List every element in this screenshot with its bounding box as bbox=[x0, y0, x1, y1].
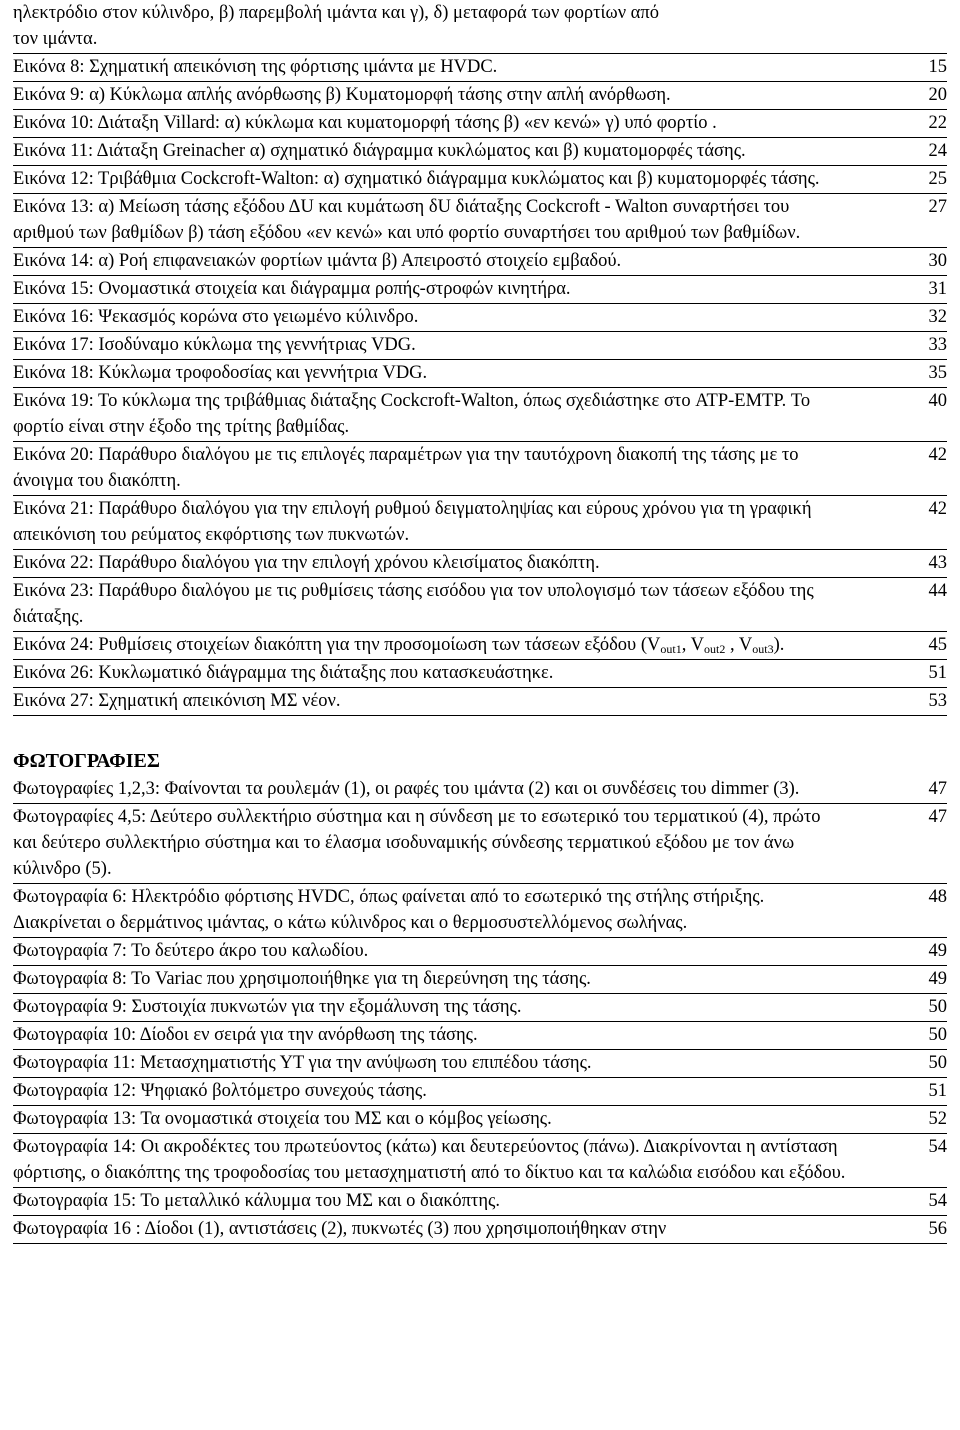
toc-entry-figure[interactable] bbox=[13, 166, 947, 194]
toc-entry-page: 53 bbox=[928, 691, 947, 711]
list-of-figures-page bbox=[13, 0, 947, 1244]
toc-entry-text: Φωτογραφία 11: Μετασχηματιστής ΥΤ για την ανύψωση του επιπέδου τάσης. bbox=[13, 1053, 592, 1073]
toc-entry-text: Εικόνα 14: α) Ροή επιφανειακών φορτίων ιμάντα β) Απειροστό στοιχείο εμβαδού. bbox=[13, 251, 622, 271]
toc-entry-figure[interactable] bbox=[13, 688, 947, 716]
toc-entry-figure[interactable] bbox=[13, 496, 947, 550]
toc-entry-text: Εικόνα 18: Κύκλωμα τροφοδοσίας και γεννήτρια VDG. bbox=[13, 363, 428, 383]
toc-entry-photo[interactable] bbox=[13, 1216, 947, 1244]
figures-after-list bbox=[13, 660, 947, 716]
toc-entry-page: 32 bbox=[928, 307, 947, 327]
toc-entry-figure[interactable] bbox=[13, 276, 947, 304]
toc-entry-text: Εικόνα 21: Παράθυρο διαλόγου για την επιλογή ρυθμού δειγματοληψίας και εύρους χρόνου για τη γραφική απεικόνιση του ρεύματος εκφόρτισης των πυκνωτών. bbox=[13, 499, 812, 545]
toc-entry-figure[interactable] bbox=[13, 442, 947, 496]
photos-section-title: ΦΩΤΟΓΡΑΦΙΕΣ bbox=[13, 750, 160, 772]
figures-list bbox=[13, 54, 947, 632]
toc-entry-figure[interactable] bbox=[13, 304, 947, 332]
toc-entry-text: Φωτογραφία 9: Συστοιχία πυκνωτών για την εξομάλυνση της τάσης. bbox=[13, 997, 522, 1017]
toc-entry-photo[interactable] bbox=[13, 776, 947, 804]
toc-entry-figure[interactable] bbox=[13, 360, 947, 388]
toc-entry-page: 47 bbox=[928, 779, 947, 799]
toc-entry-text: Φωτογραφία 14: Οι ακροδέκτες του πρωτεύοντος (κάτω) και δευτερεύοντος (πάνω). Διακρίνονται η αντίσταση φόρτισης, ο διακόπτης της τροφοδοσίας του μετασχηματιστή από το δίκτυο και τα καλώδια εισόδου και εξόδου. bbox=[13, 1137, 846, 1183]
toc-entry-page: 33 bbox=[928, 335, 947, 355]
toc-entry-photo[interactable] bbox=[13, 1050, 947, 1078]
continuation-line-2: τον ιμάντα. bbox=[13, 29, 98, 49]
toc-entry-continuation bbox=[13, 0, 947, 54]
toc-entry-page: 42 bbox=[928, 499, 947, 519]
toc-entry-text: Φωτογραφίες 1,2,3: Φαίνονται τα ρουλεμάν (1), οι ραφές του ιμάντα (2) και οι συνδέσεις του dimmer (3). bbox=[13, 779, 800, 799]
toc-entry-text: Εικόνα 27: Σχηματική απεικόνιση ΜΣ νέον. bbox=[13, 691, 341, 711]
toc-entry-page: 40 bbox=[928, 391, 947, 411]
toc-entry-figure[interactable] bbox=[13, 82, 947, 110]
toc-entry-text: Εικόνα 22: Παράθυρο διαλόγου για την επιλογή χρόνου κλεισίματος διακόπτη. bbox=[13, 553, 600, 573]
toc-entry-text: Φωτογραφία 13: Τα ονομαστικά στοιχεία του ΜΣ και ο κόμβος γείωσης. bbox=[13, 1109, 552, 1129]
toc-entry-photo[interactable] bbox=[13, 1078, 947, 1106]
toc-entry-photo[interactable] bbox=[13, 884, 947, 938]
toc-entry-page: 27 bbox=[928, 197, 947, 217]
toc-entry-page: 31 bbox=[928, 279, 947, 299]
toc-entry-photo[interactable] bbox=[13, 938, 947, 966]
toc-entry-page: 54 bbox=[928, 1137, 947, 1157]
toc-entry-text: Εικόνα 8: Σχηματική απεικόνιση της φόρτισης ιμάντα με HVDC. bbox=[13, 57, 498, 77]
toc-entry-text: Φωτογραφία 7: Το δεύτερο άκρο του καλωδίου. bbox=[13, 941, 369, 961]
toc-entry-photo[interactable] bbox=[13, 1022, 947, 1050]
toc-entry-page: 51 bbox=[928, 1081, 947, 1101]
toc-entry-figure-24[interactable]: Εικόνα 24: Ρυθμίσεις στοιχείων διακόπτη για την προσομοίωση των τάσεων εξόδου (Vout1, Vout2 , Vout3). 45 bbox=[13, 632, 947, 660]
toc-entry-text: Εικόνα 10: Διάταξη Villard: α) κύκλωμα και κυματομορφή τάσης β) «εν κενώ» γ) υπό φορτίο . bbox=[13, 113, 717, 133]
toc-entry-page: 35 bbox=[928, 363, 947, 383]
toc-entry-photo[interactable] bbox=[13, 1134, 947, 1188]
toc-entry-text: Εικόνα 19: Το κύκλωμα της τριβάθμιας διάταξης Cockcroft-Walton, όπως σχεδιάστηκε στο ATP-EMTP. Το φορτίο είναι στην έξοδο της τρίτης βαθμίδας. bbox=[13, 391, 811, 437]
toc-entry-figure[interactable] bbox=[13, 660, 947, 688]
toc-entry-figure[interactable] bbox=[13, 388, 947, 442]
toc-entry-figure[interactable] bbox=[13, 578, 947, 632]
toc-entry-text: Εικόνα 20: Παράθυρο διαλόγου με τις επιλογές παραμέτρων για την ταυτόχρονη διακοπή της τάσης με το άνοιγμα του διακόπτη. bbox=[13, 445, 799, 491]
toc-entry-page: 49 bbox=[928, 941, 947, 961]
toc-entry-figure[interactable] bbox=[13, 550, 947, 578]
toc-entry-figure[interactable] bbox=[13, 332, 947, 360]
toc-entry-photo[interactable] bbox=[13, 1106, 947, 1134]
toc-entry-page: 24 bbox=[928, 141, 947, 161]
toc-entry-page: 22 bbox=[928, 113, 947, 133]
toc-entry-figure[interactable] bbox=[13, 54, 947, 82]
toc-entry-page: 56 bbox=[928, 1219, 947, 1239]
toc-entry-text: Φωτογραφία 10: Δίοδοι εν σειρά για την ανόρθωση της τάσης. bbox=[13, 1025, 478, 1045]
toc-entry-page: 49 bbox=[928, 969, 947, 989]
toc-entry-page: 43 bbox=[928, 553, 947, 573]
toc-entry-page: 15 bbox=[928, 57, 947, 77]
toc-entry-figure[interactable] bbox=[13, 194, 947, 248]
toc-entry-page: 44 bbox=[928, 581, 947, 601]
toc-entry-page: 42 bbox=[928, 445, 947, 465]
toc-entry-text: Φωτογραφία 6: Ηλεκτρόδιο φόρτισης HVDC, όπως φαίνεται από το εσωτερικό της στήλης στήριξης. Διακρίνεται ο δερμάτινος ιμάντας, ο κάτω κύλινδρος και ο θερμοσυστελλόμενος σωλήνας. bbox=[13, 887, 765, 933]
toc-entry-page: 30 bbox=[928, 251, 947, 271]
toc-entry-page: 45 bbox=[928, 635, 947, 655]
photos-list bbox=[13, 776, 947, 1244]
toc-entry-photo[interactable] bbox=[13, 994, 947, 1022]
toc-entry-text: Φωτογραφίες 4,5: Δεύτερο συλλεκτήριο σύστημα και η σύνδεση με το εσωτερικό του τερματικού (4), πρώτο και δεύτερο συλλεκτήριο σύστημα και το έλασμα ισοδυναμικής σύνδεσης τερματικού εξόδου με τον άνω κύλινδρο (5). bbox=[13, 807, 821, 879]
toc-entry-page: 52 bbox=[928, 1109, 947, 1129]
toc-entry-text: Εικόνα 26: Κυκλωματικό διάγραμμα της διάταξης που κατασκευάστηκε. bbox=[13, 663, 554, 683]
toc-entry-text: Εικόνα 13: α) Μείωση τάσης εξόδου ΔU και κυμάτωση δU διάταξης Cockcroft - Walton συναρτήσει του αριθμού των βαθμίδων β) τάση εξόδου «εν κενώ» και υπό φορτίο συναρτήσει του αριθμού των βαθμίδων. bbox=[13, 197, 801, 243]
toc-entry-text: Εικόνα 9: α) Κύκλωμα απλής ανόρθωσης β) Κυματομορφή τάσης στην απλή ανόρθωση. bbox=[13, 85, 671, 105]
toc-entry-page: 48 bbox=[928, 887, 947, 907]
toc-entry-text: Εικόνα 12: Τριβάθμια Cockcroft-Walton: α) σχηματικό διάγραμμα κυκλώματος και β) κυματομορφές τάσης. bbox=[13, 169, 820, 189]
toc-entry-text: Εικόνα 24: Ρυθμίσεις στοιχείων διακόπτη για την προσομοίωση των τάσεων εξόδου bbox=[13, 635, 637, 655]
toc-entry-text: Φωτογραφία 16 : Δίοδοι (1), αντιστάσεις (2), πυκνωτές (3) που χρησιμοποιήθηκαν στην bbox=[13, 1219, 667, 1239]
toc-entry-page: 50 bbox=[928, 1053, 947, 1073]
toc-entry-text: Φωτογραφία 12: Ψηφιακό βολτόμετρο συνεχούς τάσης. bbox=[13, 1081, 427, 1101]
toc-entry-page: 51 bbox=[928, 663, 947, 683]
continuation-line-1: ηλεκτρόδιο στον κύλινδρο, β) παρεμβολή ιμάντα και γ), δ) μεταφορά των φορτίων από bbox=[13, 3, 659, 23]
toc-entry-page: 50 bbox=[928, 1025, 947, 1045]
toc-entry-page: 54 bbox=[928, 1191, 947, 1211]
toc-entry-photo[interactable] bbox=[13, 966, 947, 994]
toc-entry-page: 25 bbox=[928, 169, 947, 189]
toc-entry-figure[interactable] bbox=[13, 110, 947, 138]
toc-entry-text: Εικόνα 11: Διάταξη Greinacher α) σχηματικό διάγραμμα κυκλώματος και β) κυματομορφές τάσης. bbox=[13, 141, 746, 161]
toc-entry-photo[interactable] bbox=[13, 1188, 947, 1216]
toc-entry-figure[interactable] bbox=[13, 138, 947, 166]
toc-entry-text: Εικόνα 17: Ισοδύναμο κύκλωμα της γεννήτριας VDG. bbox=[13, 335, 416, 355]
toc-entry-text: Εικόνα 23: Παράθυρο διαλόγου με τις ρυθμίσεις τάσης εισόδου για τον υπολογισμό των τάσεων εξόδου της διάταξης. bbox=[13, 581, 814, 627]
toc-entry-text: Εικόνα 15: Ονομαστικά στοιχεία και διάγραμμα ροπής-στροφών κινητήρα. bbox=[13, 279, 571, 299]
toc-entry-photo[interactable] bbox=[13, 804, 947, 884]
toc-entry-page: 47 bbox=[928, 807, 947, 827]
toc-entry-text: Φωτογραφία 8: Το Variac που χρησιμοποιήθηκε για τη διερεύνηση της τάσης. bbox=[13, 969, 591, 989]
toc-entry-text: Φωτογραφία 15: Το μεταλλικό κάλυμμα του ΜΣ και ο διακόπτης. bbox=[13, 1191, 500, 1211]
toc-entry-page: 20 bbox=[928, 85, 947, 105]
toc-entry-page: 50 bbox=[928, 997, 947, 1017]
toc-entry-text: Εικόνα 16: Ψεκασμός κορώνα στο γειωμένο κύλινδρο. bbox=[13, 307, 419, 327]
toc-entry-figure[interactable] bbox=[13, 248, 947, 276]
